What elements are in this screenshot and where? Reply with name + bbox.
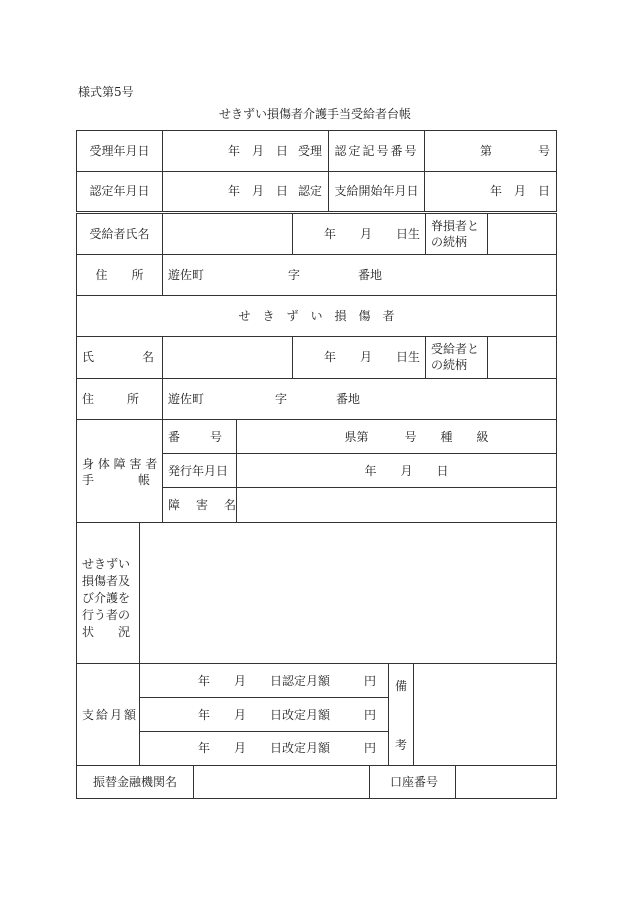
status-label-line: 損傷者及 — [82, 574, 131, 588]
injured-banchi: 番地 — [336, 392, 361, 406]
remarks-label-bottom: 考 — [394, 738, 407, 752]
payment-row-unit: 円 — [364, 708, 377, 722]
issue-date-field[interactable]: 年 月 日 — [364, 464, 449, 478]
remarks-field[interactable] — [414, 664, 556, 765]
injured-relation-label-1: 受給者と — [431, 342, 480, 356]
recipient-birth-field[interactable]: 年 月 日生 — [323, 227, 420, 241]
form-number: 様式第5号 — [78, 85, 134, 99]
book-number-field[interactable]: 県第 号 種 級 — [344, 430, 489, 444]
cert-date-field[interactable]: 年 月 日 — [227, 184, 288, 198]
recipient-relation-field[interactable] — [488, 214, 556, 254]
payment-start-label: 支給開始年月日 — [334, 184, 419, 198]
recipient-name-label: 受給者氏名 — [89, 227, 150, 241]
receipt-date-label: 受理年月日 — [89, 144, 150, 158]
injured-name-field[interactable] — [163, 337, 292, 378]
payment-label: 支給月額 — [82, 708, 139, 722]
status-label-line: 行う者の — [82, 608, 131, 622]
book-number-label: 番 号 — [168, 430, 225, 444]
receipt-suffix: 受理 — [298, 144, 323, 158]
injured-address-label: 住 所 — [82, 392, 143, 406]
payment-row-unit: 円 — [364, 674, 377, 688]
disability-name-field[interactable] — [237, 488, 556, 522]
recipient-town: 遊佐町 — [168, 268, 205, 282]
disability-book-label-1: 身 体 障 害 者 — [82, 457, 158, 471]
remarks-label-top: 備 — [394, 679, 407, 693]
payment-row-date[interactable]: 年 月 日 — [198, 741, 283, 755]
injured-relation-field[interactable] — [488, 337, 556, 378]
injured-relation-label-2: の続柄 — [431, 358, 468, 372]
recipient-relation-label-1: 脊損者と — [431, 219, 480, 233]
cert-date-label: 認定年月日 — [89, 184, 150, 198]
status-field[interactable] — [140, 523, 556, 663]
receipt-date-field[interactable]: 年 月 日 — [227, 144, 288, 158]
payment-row-kind: 認定月額 — [282, 674, 331, 688]
form-title: せきずい損傷者介護手当受給者台帳 — [218, 107, 411, 121]
payment-row-unit: 円 — [364, 741, 377, 755]
recipient-aza: 字 — [288, 268, 301, 282]
injured-town: 遊佐町 — [168, 392, 205, 406]
status-label — [82, 556, 130, 641]
payment-row-kind: 改定月額 — [282, 708, 331, 722]
disability-name-label: 障 害 名 — [168, 498, 239, 512]
status-label-line: せきずい — [82, 557, 131, 571]
injured-name-label: 氏 名 — [82, 350, 158, 364]
injured-aza: 字 — [275, 392, 288, 406]
account-number-label: 口座番号 — [390, 775, 439, 789]
cert-number-label: 認定記号番号 — [334, 144, 419, 158]
cert-suffix: 認定 — [298, 184, 323, 198]
payment-row-kind: 改定月額 — [282, 741, 331, 755]
cert-number-suffix: 号 — [538, 144, 551, 158]
account-number-field[interactable] — [456, 766, 556, 798]
recipient-name-field[interactable] — [163, 214, 292, 254]
payment-row-date[interactable]: 年 月 日 — [198, 708, 283, 722]
injured-section-title: せ き ず い 損 傷 者 — [238, 309, 395, 323]
cert-number-prefix: 第 — [480, 144, 493, 158]
bank-institution-field[interactable] — [194, 766, 369, 798]
disability-book-label-2: 手 帳 — [82, 473, 153, 487]
payment-row-date[interactable]: 年 月 日 — [198, 674, 283, 688]
injured-birth-field[interactable]: 年 月 日生 — [323, 350, 420, 364]
bank-institution-label: 振替金融機関名 — [93, 775, 178, 789]
issue-date-label: 発行年月日 — [168, 464, 229, 478]
recipient-banchi: 番地 — [358, 268, 383, 282]
recipient-relation-label-2: の続柄 — [431, 235, 468, 249]
payment-start-field[interactable]: 年 月 日 — [489, 184, 550, 198]
status-label-line: び介護を — [82, 591, 131, 605]
status-label-line: 状 況 — [82, 625, 131, 639]
recipient-address-label: 住 所 — [95, 268, 144, 282]
